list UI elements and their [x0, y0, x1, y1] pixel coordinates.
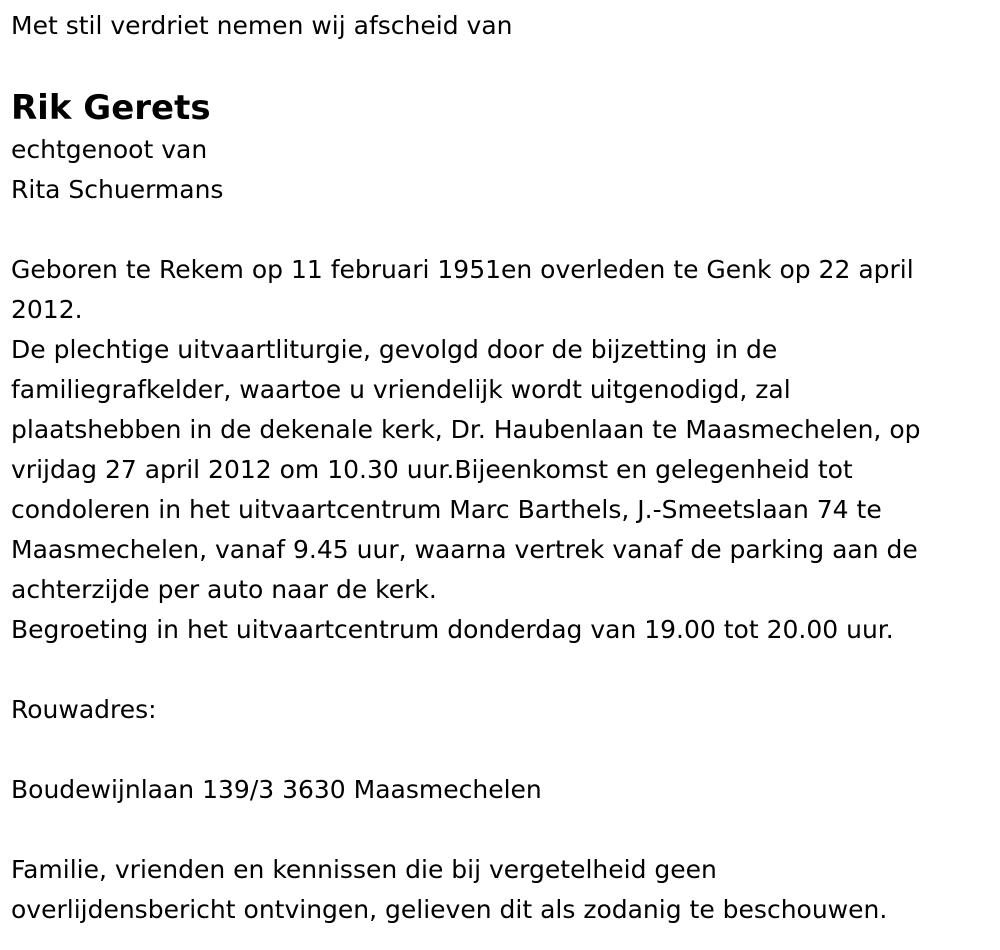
closing-line: Familie, vrienden en kennissen die bij vergetelheid geen: [11, 855, 717, 884]
spacer: [11, 210, 1000, 250]
details-line: vrijdag 27 april 2012 om 10.30 uur.Bijeenkomst en gelegenheid tot: [11, 455, 853, 484]
spacer: [11, 810, 1000, 850]
intro-text: Met stil verdriet nemen wij afscheid van: [11, 11, 513, 40]
details-line: Begroeting in het uitvaartcentrum donderdag van 19.00 tot 20.00 uur.: [11, 615, 894, 644]
details-line: achterzijde per auto naar de kerk.: [11, 575, 437, 604]
spacer: [11, 730, 1000, 770]
deceased-name: Rik Gerets: [11, 88, 211, 128]
closing-paragraph: [11, 850, 1000, 930]
details-paragraph: [11, 250, 1000, 650]
details-line: condoleren in het uitvaartcentrum Marc Barthels, J.-Smeetslaan 74 te: [11, 495, 882, 524]
spouse-label: echtgenoot van: [11, 135, 208, 164]
details-line: Maasmechelen, vanaf 9.45 uur, waarna vertrek vanaf de parking aan de: [11, 535, 918, 564]
details-line: Geboren te Rekem op 11 februari 1951en overleden te Genk op 22 april: [11, 255, 914, 284]
closing-line: overlijdensbericht ontvingen, gelieven dit als zodanig te beschouwen.: [11, 895, 888, 924]
details-line: 2012.: [11, 295, 83, 324]
details-line: De plechtige uitvaartliturgie, gevolgd door de bijzetting in de: [11, 335, 778, 364]
spouse-name: Rita Schuermans: [11, 175, 224, 204]
details-line: plaatshebben in de dekenale kerk, Dr. Haubenlaan te Maasmechelen, op: [11, 415, 921, 444]
address-label: Rouwadres:: [11, 695, 157, 724]
details-line: familiegrafkelder, waartoe u vriendelijk wordt uitgenodigd, zal: [11, 375, 791, 404]
mourning-address: Boudewijnlaan 139/3 3630 Maasmechelen: [11, 775, 542, 804]
spacer: [11, 650, 1000, 690]
